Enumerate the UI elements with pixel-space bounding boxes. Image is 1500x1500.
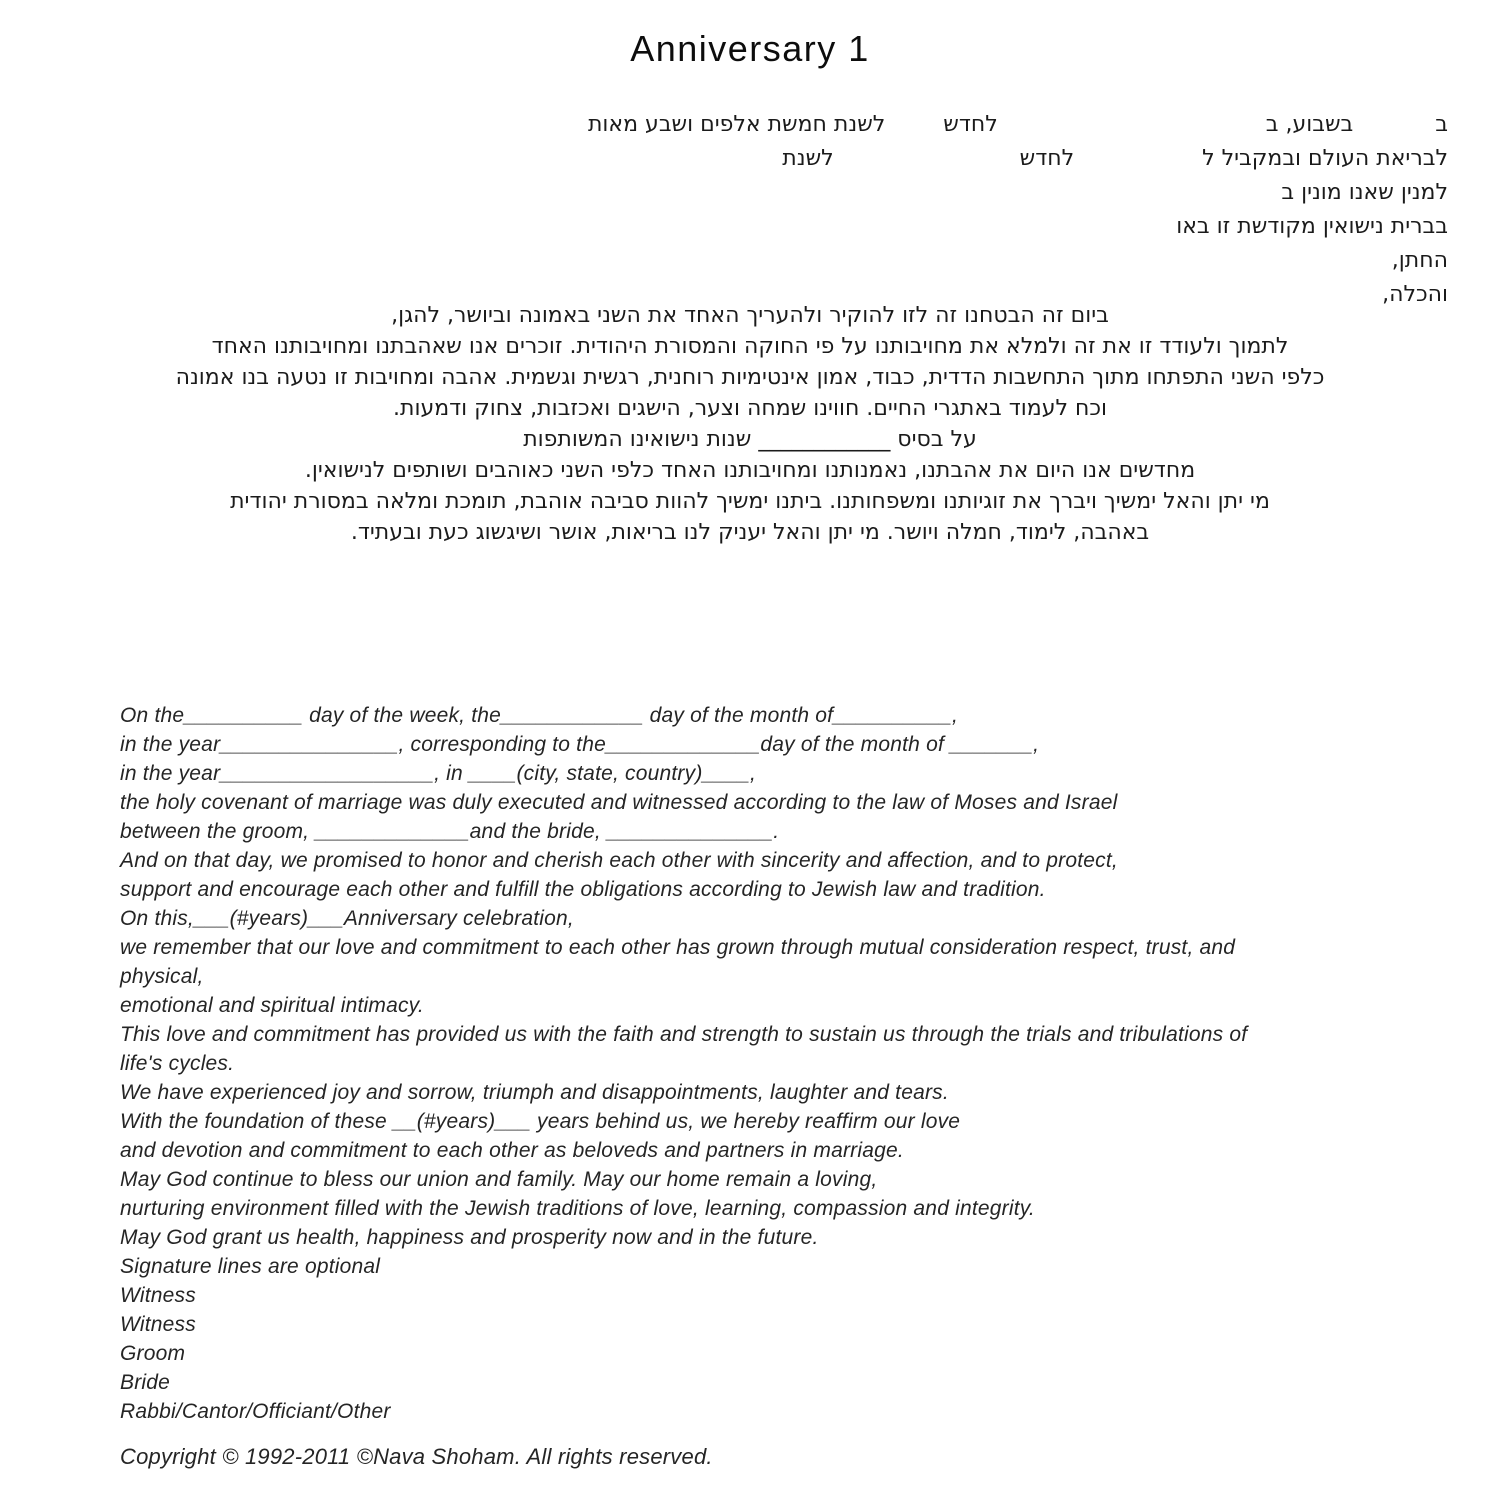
english-line: emotional and spiritual intimacy. xyxy=(120,994,424,1017)
copyright-text: Copyright © 1992-2011 ©Nava Shoham. All rights reserved. xyxy=(120,1444,713,1469)
witness-signature-label: Witness xyxy=(120,1284,196,1307)
hebrew-groom-label: החתן, xyxy=(1391,248,1448,273)
hebrew-paragraph-line: כלפי השני התפתחו מתוך התחשבות הדדית, כבוד, אמון אינטימיות רוחנית, רגשית וגשמית. אהבה ומחויבות זו נטעה בנו אמונה xyxy=(175,365,1325,390)
hebrew-month-label: לחדש xyxy=(943,112,998,137)
hebrew-paragraph-line: ביום זה הבטחנו זה לזו להוקיר ולהעריך האחד את השני באמונה וביושר, להגן, xyxy=(391,303,1109,328)
hebrew-header-block xyxy=(120,108,1448,312)
hebrew-paragraph-line: לתמוך ולעודד זו את זה ולמלא את מחויבותנו על פי החוקה והמסורת היהודית. זוכרים אנו שאהבתנו ומחויבותנו האחד xyxy=(211,334,1289,359)
hebrew-header-line-3: למנין שאנו מונין ב xyxy=(1281,180,1448,205)
english-line: and devotion and commitment to each other as beloveds and partners in marriage. xyxy=(120,1139,904,1162)
english-line: With the foundation of these __(#years)___ years behind us, we hereby reaffirm our love xyxy=(120,1110,961,1133)
fill-in-gap xyxy=(885,130,943,131)
hebrew-year-label: לשנת חמשת אלפים ושבע מאות xyxy=(587,112,886,137)
hebrew-creation-label: לבריאת העולם ובמקביל ל xyxy=(1202,146,1448,171)
english-line: And on that day, we promised to honor and cherish each other with sincerity and affection, and to protect, xyxy=(120,849,1118,872)
english-line: the holy covenant of marriage was duly executed and witnessed according to the law of Moses and Israel xyxy=(120,791,1118,814)
english-line: May God continue to bless our union and family. May our home remain a loving, xyxy=(120,1168,878,1191)
hebrew-header-line-4: בברית נישואין מקודשת זו באו xyxy=(1176,214,1448,239)
english-line: in the year_______________, corresponding to the_____________day of the month of _______, xyxy=(120,733,1040,756)
english-line: On the__________ day of the week, the____________ day of the month of__________, xyxy=(120,704,959,727)
hebrew-paragraph-line: באהבה, לימוד, חמלה ויושר. מי יתן והאל יעניק לנו בריאות, אושר ושיגשוג כעת ובעתיד. xyxy=(350,520,1150,545)
english-line: support and encourage each other and fulfill the obligations according to Jewish law and tradition. xyxy=(120,878,1046,901)
english-line: nurturing environment filled with the Jewish traditions of love, learning, compassion and integrity. xyxy=(120,1197,1035,1220)
english-line: On this,___(#years)___Anniversary celebration, xyxy=(120,907,574,930)
hebrew-header-line-2 xyxy=(120,142,1448,176)
hebrew-paragraph-line: מחדשים אנו היום את אהבתנו, נאמנותנו ומחויבותנו האחד כלפי השני כאוהבים ושותפים לנישואין. xyxy=(304,458,1196,483)
fill-in-gap xyxy=(998,130,1266,131)
fill-in-gap xyxy=(1353,130,1435,131)
english-line: in the year__________________, in ____(city, state, country)____, xyxy=(120,762,757,785)
hebrew-bride-label: והכלה, xyxy=(1382,282,1448,307)
english-line: This love and commitment has provided us with the faith and strength to sustain us through the trials and tribulations of xyxy=(120,1023,1248,1046)
english-line: physical, xyxy=(120,965,204,988)
hebrew-vows-paragraph xyxy=(60,300,1440,548)
fill-in-gap xyxy=(834,164,1020,165)
page-title: Anniversary 1 xyxy=(630,28,870,69)
fill-in-gap xyxy=(1074,164,1202,165)
english-line: May God grant us health, happiness and prosperity now and in the future. xyxy=(120,1226,819,1249)
bride-signature-label: Bride xyxy=(120,1371,171,1394)
hebrew-paragraph-line: וכח לעמוד באתגרי החיים. חווינו שמחה וצער, הישגים ואכזבות, צחוק ודמעות. xyxy=(393,396,1107,421)
english-line: between the groom, _____________and the bride, ______________. xyxy=(120,820,780,843)
english-line: life's cycles. xyxy=(120,1052,235,1075)
english-text-block xyxy=(120,701,1460,1426)
hebrew-header-line-1 xyxy=(120,108,1448,142)
hebrew-paragraph-line: על בסיס ____________ שנות נישואינו המשותפות xyxy=(523,427,977,452)
hebrew-date-prefix: ב xyxy=(1435,112,1448,137)
english-line: We have experienced joy and sorrow, triumph and disappointments, laughter and tears. xyxy=(120,1081,949,1104)
hebrew-year-label-2: לשנת xyxy=(782,146,834,171)
hebrew-week-label: בשבוע, ב xyxy=(1265,112,1354,137)
hebrew-paragraph-line: מי יתן והאל ימשיך ויברך את זוגיותנו ומשפחותנו. ביתנו ימשיך להוות סביבה אוהבת, תומכת ומלאה במסורת יהודית xyxy=(230,489,1270,514)
english-line: we remember that our love and commitment to each other has grown through mutual consideration respect, trust, and xyxy=(120,936,1236,959)
signature-note: Signature lines are optional xyxy=(120,1255,381,1278)
witness-signature-label: Witness xyxy=(120,1313,196,1336)
hebrew-month-label-2: לחדש xyxy=(1019,146,1075,171)
officiant-signature-label: Rabbi/Cantor/Officiant/Other xyxy=(120,1400,391,1423)
groom-signature-label: Groom xyxy=(120,1342,186,1365)
